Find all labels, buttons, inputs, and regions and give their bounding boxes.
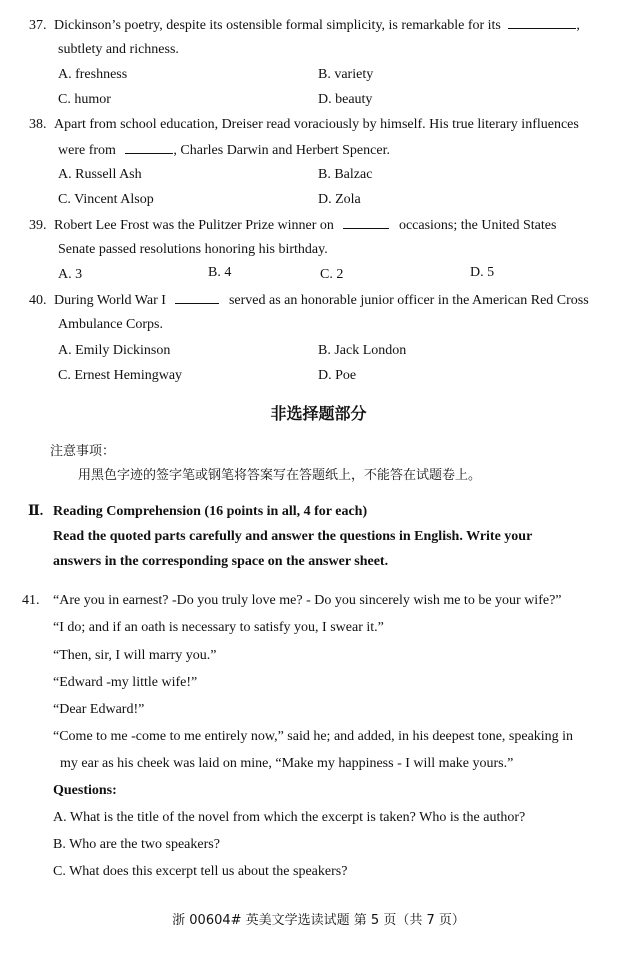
option-b: B. Balzac	[318, 167, 373, 182]
question-item: B. Who are the two speakers?	[53, 837, 220, 852]
question-41-number: 41.	[22, 593, 40, 608]
question-37-line-1: 37. Dickinson’s poetry, despite its ostensible formal simplicity, is remarkable for its ,	[29, 18, 580, 33]
question-item: A. What is the title of the novel from which the excerpt is taken? Who is the author?	[53, 810, 526, 825]
questions-label: Questions:	[53, 783, 117, 798]
option-d: D. Zola	[318, 192, 361, 207]
part-2-number: Ⅱ.	[28, 504, 44, 519]
option-a: A. Russell Ash	[58, 167, 142, 182]
passage-line: “Come to me -come to me entirely now,” said he; and added, in his deepest tone, speaking in	[53, 729, 574, 744]
option-a: A. Emily Dickinson	[58, 343, 171, 358]
answer-blank	[508, 16, 576, 29]
option-b: B. Jack London	[318, 343, 407, 358]
question-38-number: 38.	[29, 117, 47, 132]
passage-line: my ear as his cheek was laid on mine, “Make my happiness - I will make yours.”	[60, 756, 514, 771]
option-c: C. Ernest Hemingway	[58, 368, 183, 383]
passage-line: “Dear Edward!”	[53, 702, 145, 717]
question-39-line-1: 39. Robert Lee Frost was the Pulitzer Prize winner on occasions; the United States	[29, 218, 557, 233]
part-2-title: Reading Comprehension (16 points in all, 4 for each)	[53, 504, 368, 519]
option-c: C. humor	[58, 92, 111, 107]
answer-blank	[175, 291, 219, 304]
answer-blank	[343, 216, 389, 229]
part-2-instruction-line-1: Read the quoted parts carefully and answer the questions in English. Write your	[53, 529, 533, 544]
question-37-stem: Dickinson’s poetry, despite its ostensible formal simplicity, is remarkable for its	[54, 18, 501, 33]
option-a: A. freshness	[58, 67, 128, 82]
part-2-instruction-line-2: answers in the corresponding space on the answer sheet.	[53, 554, 389, 569]
question-40-line-2: Ambulance Corps.	[58, 317, 163, 332]
passage-line: “Then, sir, I will marry you.”	[53, 648, 217, 663]
option-b: B. 4	[208, 265, 232, 280]
passage-line: “I do; and if an oath is necessary to satisfy you, I swear it.”	[53, 620, 384, 635]
notice-label: 注意事项：	[50, 444, 116, 459]
question-item: C. What does this excerpt tell us about the speakers?	[53, 864, 348, 879]
question-38-line-2: were from , Charles Darwin and Herbert Spencer.	[58, 143, 390, 158]
question-39-number: 39.	[29, 218, 47, 233]
answer-blank	[125, 141, 173, 154]
passage-line: “Edward -my little wife!”	[53, 675, 198, 690]
question-37-line-2: subtlety and richness.	[58, 42, 179, 57]
question-38-stem: Apart from school education, Dreiser read voraciously by himself. His true literary influences	[54, 117, 579, 132]
question-39-stem: Robert Lee Frost was the Pulitzer Prize winner on	[54, 218, 334, 233]
option-a: A. 3	[58, 267, 83, 282]
option-d: D. 5	[470, 265, 495, 280]
option-d: D. beauty	[318, 92, 373, 107]
page-footer: 浙 00604# 英美文学选读试题 第 5 页（共 7 页）	[172, 913, 465, 928]
question-37-number: 37.	[29, 18, 47, 33]
option-d: D. Poe	[318, 368, 357, 383]
question-39-line-2: Senate passed resolutions honoring his birthday.	[58, 242, 328, 257]
section-title: 非选择题部分	[270, 404, 367, 423]
option-c: C. 2	[320, 267, 344, 282]
question-40-stem: During World War I	[54, 293, 166, 308]
question-40-number: 40.	[29, 293, 47, 308]
option-c: C. Vincent Alsop	[58, 192, 154, 207]
question-40-line-1: 40. During World War I served as an honorable junior officer in the American Red Cross	[29, 293, 589, 308]
option-b: B. variety	[318, 67, 374, 82]
question-38-line-1	[29, 116, 579, 134]
passage-line: “Are you in earnest? -Do you truly love me? - Do you sincerely wish me to be your wife?”	[53, 593, 562, 608]
notice-text: 用黑色字迹的签字笔或钢笔将答案写在答题纸上，不能答在试题卷上。	[78, 468, 482, 483]
